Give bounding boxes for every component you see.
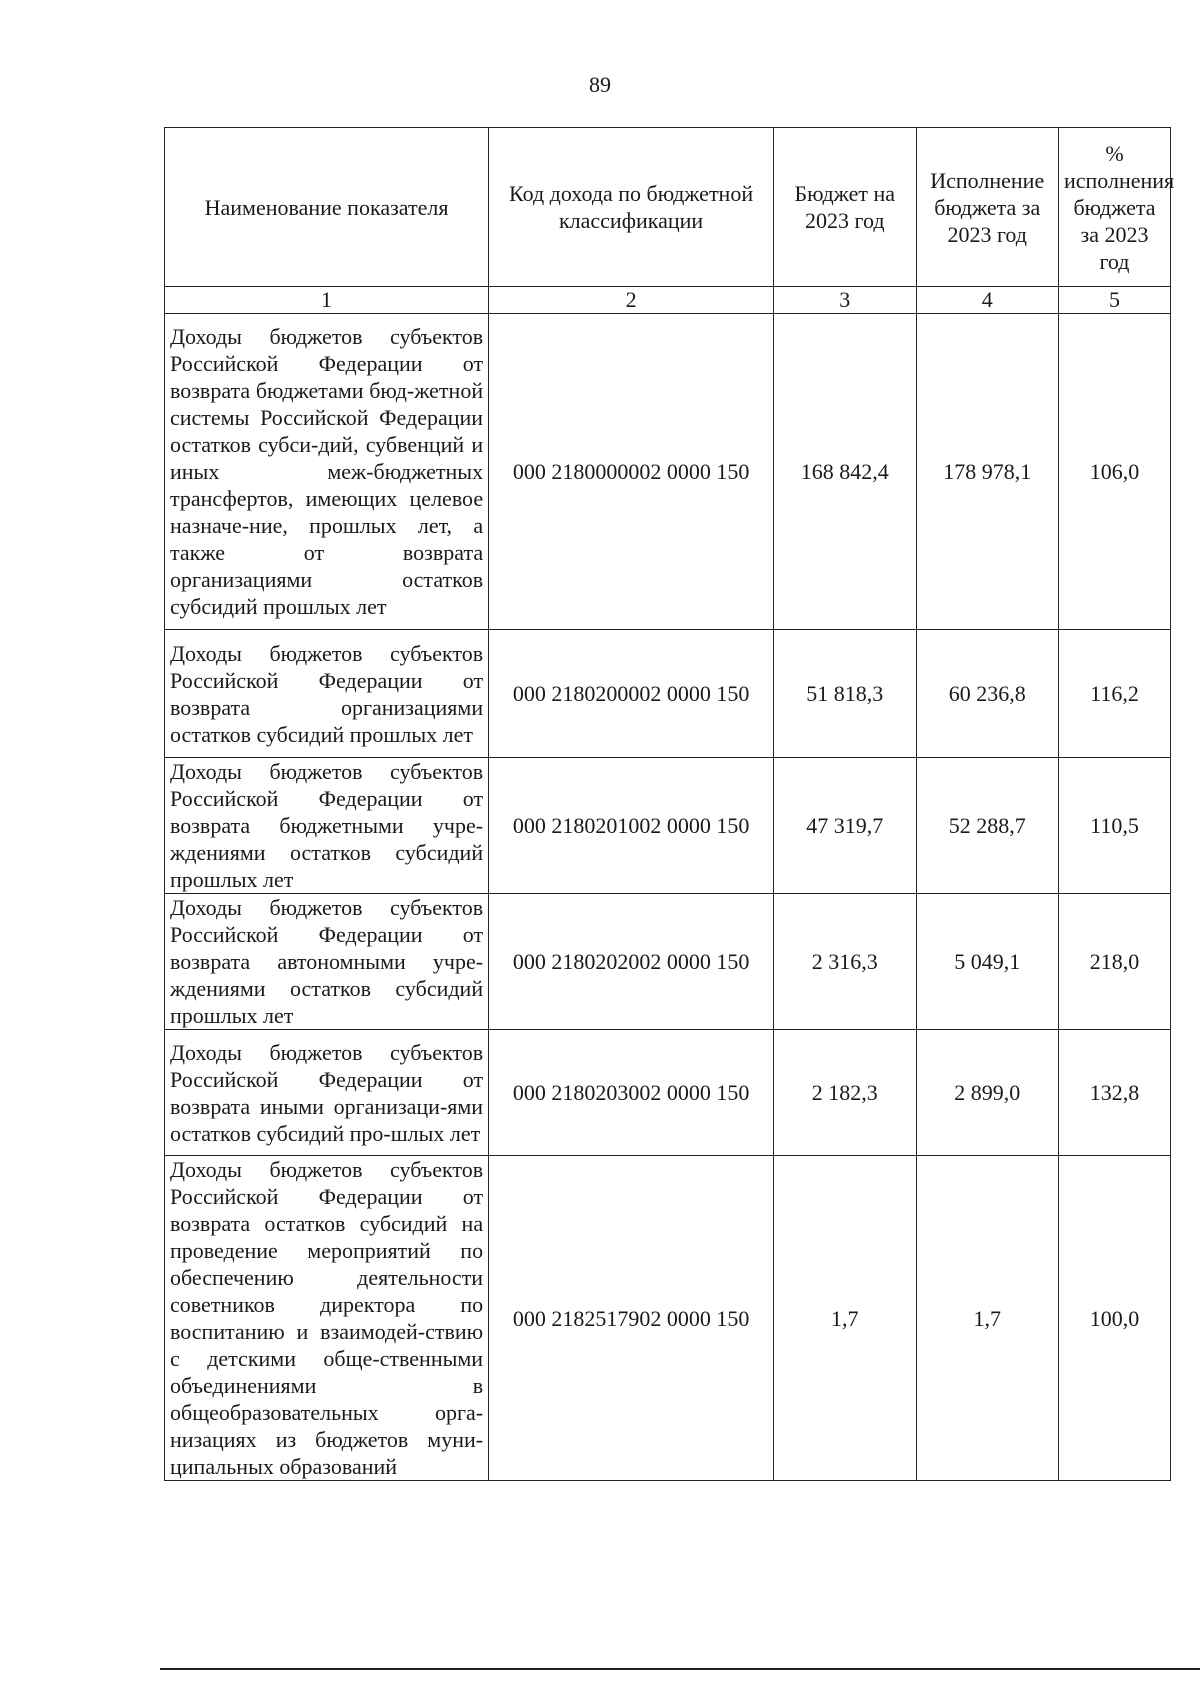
row-execution-cell: 5 049,1 <box>916 894 1058 1030</box>
table-row <box>165 630 1171 758</box>
row-budget-cell: 1,7 <box>774 1156 916 1481</box>
row-execution-cell: 1,7 <box>916 1156 1058 1481</box>
row-code-cell: 000 2180200002 0000 150 <box>489 630 774 758</box>
row-code-cell: 000 2180203002 0000 150 <box>489 1030 774 1156</box>
column-number: 1 <box>165 287 489 314</box>
row-name-cell: Доходы бюджетов субъектов Российской Федерации от возврата бюджетными учре-ждениями остатков субсидий прошлых лет <box>165 758 489 894</box>
row-percent-cell: 106,0 <box>1058 314 1170 630</box>
table-row <box>165 1030 1171 1156</box>
row-execution-cell: 60 236,8 <box>916 630 1058 758</box>
row-code-cell: 000 2180202002 0000 150 <box>489 894 774 1030</box>
row-code-cell: 000 2180000002 0000 150 <box>489 314 774 630</box>
table-row <box>165 1156 1171 1481</box>
header-name: Наименование показателя <box>165 128 489 287</box>
row-budget-cell: 2 316,3 <box>774 894 916 1030</box>
table-row <box>165 314 1171 630</box>
row-budget-cell: 47 319,7 <box>774 758 916 894</box>
page-number: 89 <box>589 72 611 97</box>
row-name-cell: Доходы бюджетов субъектов Российской Федерации от возврата автономными учре-ждениями остатков субсидий прошлых лет <box>165 894 489 1030</box>
table-row <box>165 894 1171 1030</box>
row-code-cell: 000 2180201002 0000 150 <box>489 758 774 894</box>
row-execution-cell: 178 978,1 <box>916 314 1058 630</box>
row-budget-cell: 51 818,3 <box>774 630 916 758</box>
bottom-rule <box>160 1668 1200 1670</box>
row-percent-cell: 116,2 <box>1058 630 1170 758</box>
budget-table <box>164 127 1175 1481</box>
header-code: Код дохода по бюджетной классификации <box>489 128 774 287</box>
column-number: 4 <box>916 287 1058 314</box>
row-percent-cell: 110,5 <box>1058 758 1170 894</box>
row-name-cell: Доходы бюджетов субъектов Российской Федерации от возврата иными организаци-ями остатков субсидий про-шлых лет <box>165 1030 489 1156</box>
header-execution: Исполнение бюджета за 2023 год <box>916 128 1058 287</box>
column-number: 5 <box>1058 287 1170 314</box>
header-percent: % исполнения бюджета за 2023 год <box>1058 128 1170 287</box>
row-percent-cell: 218,0 <box>1058 894 1170 1030</box>
column-number-row <box>165 287 1171 314</box>
header-row <box>165 128 1171 287</box>
column-number: 2 <box>489 287 774 314</box>
column-number: 3 <box>774 287 916 314</box>
table-row <box>165 758 1171 894</box>
header-budget: Бюджет на 2023 год <box>774 128 916 287</box>
row-code-cell: 000 2182517902 0000 150 <box>489 1156 774 1481</box>
row-execution-cell: 2 899,0 <box>916 1030 1058 1156</box>
row-budget-cell: 2 182,3 <box>774 1030 916 1156</box>
row-budget-cell: 168 842,4 <box>774 314 916 630</box>
row-name-cell: Доходы бюджетов субъектов Российской Федерации от возврата остатков субсидий на проведение мероприятий по обеспечению деятельности советников директора по воспитанию и взаимодей-ствию с детскими обще-ственными объединениями в общеобразовательных орга-низациях из бюджетов муни-ципальных образований <box>165 1156 489 1481</box>
row-percent-cell: 132,8 <box>1058 1030 1170 1156</box>
row-name-cell: Доходы бюджетов субъектов Российской Федерации от возврата бюджетами бюд-жетной системы Российской Федерации остатков субси-дий, субвенций и иных меж-бюджетных трансфертов, имеющих целевое назначе-ние, прошлых лет, а также от возврата организациями остатков субсидий прошлых лет <box>165 314 489 630</box>
row-percent-cell: 100,0 <box>1058 1156 1170 1481</box>
row-execution-cell: 52 288,7 <box>916 758 1058 894</box>
row-name-cell: Доходы бюджетов субъектов Российской Федерации от возврата организациями остатков субсидий прошлых лет <box>165 630 489 758</box>
